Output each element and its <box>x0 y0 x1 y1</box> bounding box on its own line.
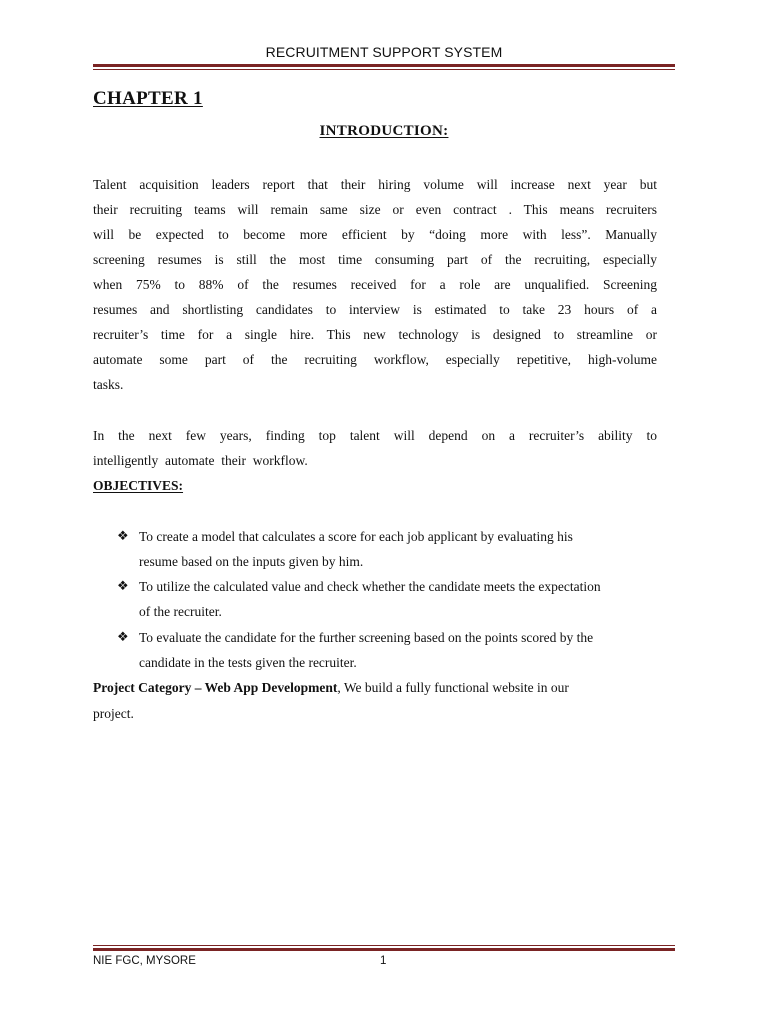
objectives-heading: OBJECTIVES: <box>93 478 184 493</box>
project-category-label: Project Category – Web App Development <box>93 680 338 695</box>
paragraph-line: when 75% to 88% of the resumes received for a role are unqualified. Screening <box>93 277 657 292</box>
paragraph-line: intelligently automate their workflow. <box>93 453 308 468</box>
header-rule-thin <box>93 69 675 70</box>
objective-line: To create a model that calculates a score for each job applicant by evaluating his <box>139 529 573 544</box>
footer-rule-thick <box>93 948 675 951</box>
objective-line: of the recruiter. <box>139 604 222 619</box>
objective-line: To utilize the calculated value and check whether the candidate meets the expectation <box>139 579 601 594</box>
paragraph-line: In the next few years, finding top talent will depend on a recruiter’s ability to <box>93 428 657 443</box>
paragraph-line: automate some part of the recruiting workflow, especially repetitive, high-volume <box>93 352 657 367</box>
paragraph-line: Talent acquisition leaders report that their hiring volume will increase next year but <box>93 177 657 192</box>
paragraph-line: their recruiting teams will remain same size or even contract . This means recruiters <box>93 202 657 217</box>
objective-line: To evaluate the candidate for the further screening based on the points scored by the <box>139 630 594 645</box>
objective-line: candidate in the tests given the recruiter. <box>139 655 357 670</box>
running-header-title: RECRUITMENT SUPPORT SYSTEM <box>265 44 503 60</box>
paragraph-line: will be expected to become more efficient by “doing more with less”. Manually <box>93 227 657 242</box>
paragraph-line: resumes and shortlisting candidates to interview is estimated to take 23 hours of a <box>93 302 657 317</box>
bullet-diamond-icon: ❖ <box>117 529 129 544</box>
project-category-continuation: project. <box>93 706 134 721</box>
bullet-diamond-icon: ❖ <box>117 579 129 594</box>
header-rule-thick <box>93 64 675 67</box>
paragraph-line: screening resumes is still the most time consuming part of the recruiting, especially <box>93 252 657 267</box>
project-category-text: , We build a fully functional website in our <box>337 680 569 695</box>
page-number: 1 <box>380 955 387 967</box>
paragraph-line: recruiter’s time for a single hire. This new technology is designed to streamline or <box>93 327 657 342</box>
objective-line: resume based on the inputs given by him. <box>139 554 364 569</box>
project-category-line <box>93 679 657 697</box>
section-heading-introduction: INTRODUCTION: <box>319 123 449 139</box>
footer-rule-thin <box>93 945 675 946</box>
paragraph-line: tasks. <box>93 377 124 392</box>
footer-institution: NIE FGC, MYSORE <box>93 955 196 967</box>
bullet-diamond-icon: ❖ <box>117 630 129 645</box>
chapter-title: CHAPTER 1 <box>93 88 203 109</box>
